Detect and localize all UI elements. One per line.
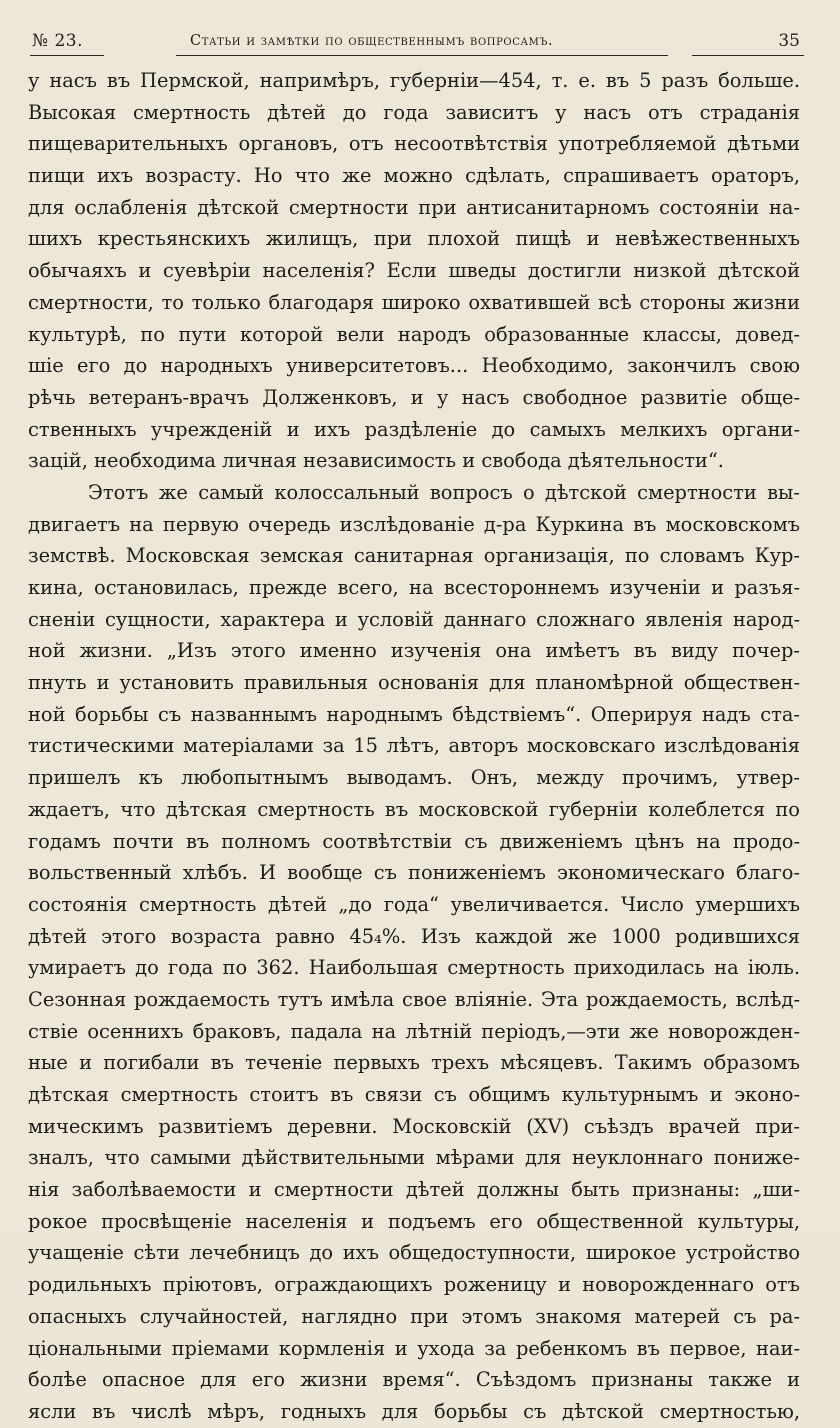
text-line: мическимъ развитіемъ деревни. Московскій (XV) съѣздъ врачей при- [28, 1114, 800, 1138]
text-line: обычаяхъ и суевѣріи населенія? Если шведы достигли низкой дѣтской [28, 259, 800, 283]
running-header [32, 30, 800, 52]
text-line: ственныхъ учрежденій и ихъ раздѣленіе до самыхъ мелкихъ органи- [28, 417, 800, 441]
text-line: ной борьбы съ названнымъ народнымъ бѣдствіемъ“. Оперируя надъ ста- [28, 702, 800, 726]
text-line: болѣе опасное для его жизни время“. Съѣздомъ признаны также и [28, 1368, 800, 1392]
text-line: ждаетъ, что дѣтская смертность въ московской губерніи колеблется по [28, 797, 800, 821]
page-number: 35 [778, 31, 800, 51]
text-line: ясли въ числѣ мѣръ, годныхъ для борьбы съ дѣтской смертностью, [28, 1399, 800, 1423]
text-line: годамъ почти въ полномъ соотвѣтствіи съ движеніемъ цѣнъ на продо- [28, 829, 800, 853]
text-line: зналъ, что самыми дѣйствительными мѣрами для неуклоннаго пониже- [28, 1146, 800, 1170]
running-title: Статьи и замѣтки по общественнымъ вопросамъ. [190, 33, 554, 49]
text-line: смертности, то только благодаря широко охватившей всѣ стороны жизни [28, 290, 800, 314]
text-line: умираетъ до года по 362. Наибольшая смертность приходилась на іюль. [28, 956, 800, 980]
paragraph-start-line: Этотъ же самый колоссальный вопросъ о дѣтской смертности вы- [88, 480, 800, 504]
text-line: у насъ въ Пермской, напримѣръ, губерніи—454, т. е. въ 5 разъ больше. [28, 69, 800, 92]
header-rule-center [176, 55, 668, 56]
text-line: пищеварительныхъ органовъ, отъ несоотвѣтствія употребляемой дѣтьми [28, 132, 800, 156]
text-line: рѣчь ветеранъ-врачъ Долженковъ, и у насъ свободное развитіе обще- [28, 385, 800, 409]
text-line: сненіи сущности, характера и условій даннаго сложнаго явленія народ- [28, 607, 800, 631]
text-line: ной жизни. „Изъ этого именно изученія она имѣетъ въ виду почер- [28, 639, 800, 663]
text-line: двигаетъ на первую очередь изслѣдованіе д-ра Куркина въ московскомъ [28, 512, 800, 536]
text-line: ствіе осеннихъ браковъ, падала на лѣтній періодъ,—эти же новорожден- [28, 1019, 800, 1043]
text-line: нія заболѣваемости и смертности дѣтей должны быть признаны: „ши- [28, 1178, 800, 1202]
text-line: Высокая смертность дѣтей до года зависитъ у насъ отъ страданія [28, 100, 800, 124]
text-line: тистическими матеріалами за 15 лѣтъ, авторъ московскаго изслѣдованія [28, 734, 800, 758]
text-line: ціональными пріемами кормленія и ухода за ребенкомъ въ первое, наи- [28, 1336, 800, 1360]
text-line: для ослабленія дѣтской смертности при антисанитарномъ состояніи на- [28, 195, 800, 219]
text-line: земствѣ. Московская земская санитарная организація, по словамъ Кур- [28, 544, 800, 568]
text-line: шихъ крестьянскихъ жилищъ, при плохой пищѣ и невѣжественныхъ [28, 227, 800, 251]
text-line: состоянія смертность дѣтей „до года“ увеличивается. Число умершихъ [28, 892, 800, 916]
header-rule-right [692, 55, 804, 56]
text-line: вольственный хлѣбъ. И вообще съ пониженіемъ экономическаго благо- [28, 861, 800, 885]
text-line: пнуть и установить правильныя основанія для планомѣрной обществен- [28, 671, 800, 695]
text-line: пришелъ къ любопытнымъ выводамъ. Онъ, между прочимъ, утвер- [28, 766, 800, 790]
text-line: кина, остановилась, прежде всего, на всестороннемъ изученіи и разъя- [28, 576, 800, 599]
text-line: дѣтская смертность стоитъ въ связи съ общимъ культурнымъ и эконо- [28, 1083, 800, 1106]
text-line: ные и погибали въ теченіе первыхъ трехъ мѣсяцевъ. Такимъ образомъ [28, 1051, 800, 1075]
text-line: пищи ихъ возрасту. Но что же можно сдѣлать, спрашиваетъ ораторъ, [28, 164, 800, 188]
text-line: культурѣ, по пути которой вели народъ образованные классы, довед- [28, 322, 800, 346]
header-rule-left [30, 55, 104, 56]
body-text [28, 65, 800, 1428]
text-line: шіе его до народныхъ университетовъ... Необходимо, закончилъ свою [28, 354, 800, 378]
text-line: Сезонная рождаемость тутъ имѣла свое вліяніе. Эта рождаемость, вслѣд- [28, 987, 800, 1011]
issue-number: № 23. [32, 31, 84, 51]
paragraph-end-line: зацій, необходима личная независимость и свобода дѣятельности“. [28, 449, 724, 473]
text-line: дѣтей этого возраста равно 45₄%. Изъ каждой же 1000 родившихся [28, 924, 800, 948]
text-line: рокое просвѣщеніе населенія и подъемъ его общественной культуры, [28, 1209, 800, 1233]
text-line: учащеніе сѣти лечебницъ до ихъ общедоступности, широкое устройство [28, 1241, 800, 1265]
text-line: родильныхъ пріютовъ, ограждающихъ роженицу и новорожденнаго отъ [28, 1273, 800, 1297]
text-line: опасныхъ случайностей, наглядно при этомъ знакомя матерей съ ра- [28, 1304, 800, 1328]
